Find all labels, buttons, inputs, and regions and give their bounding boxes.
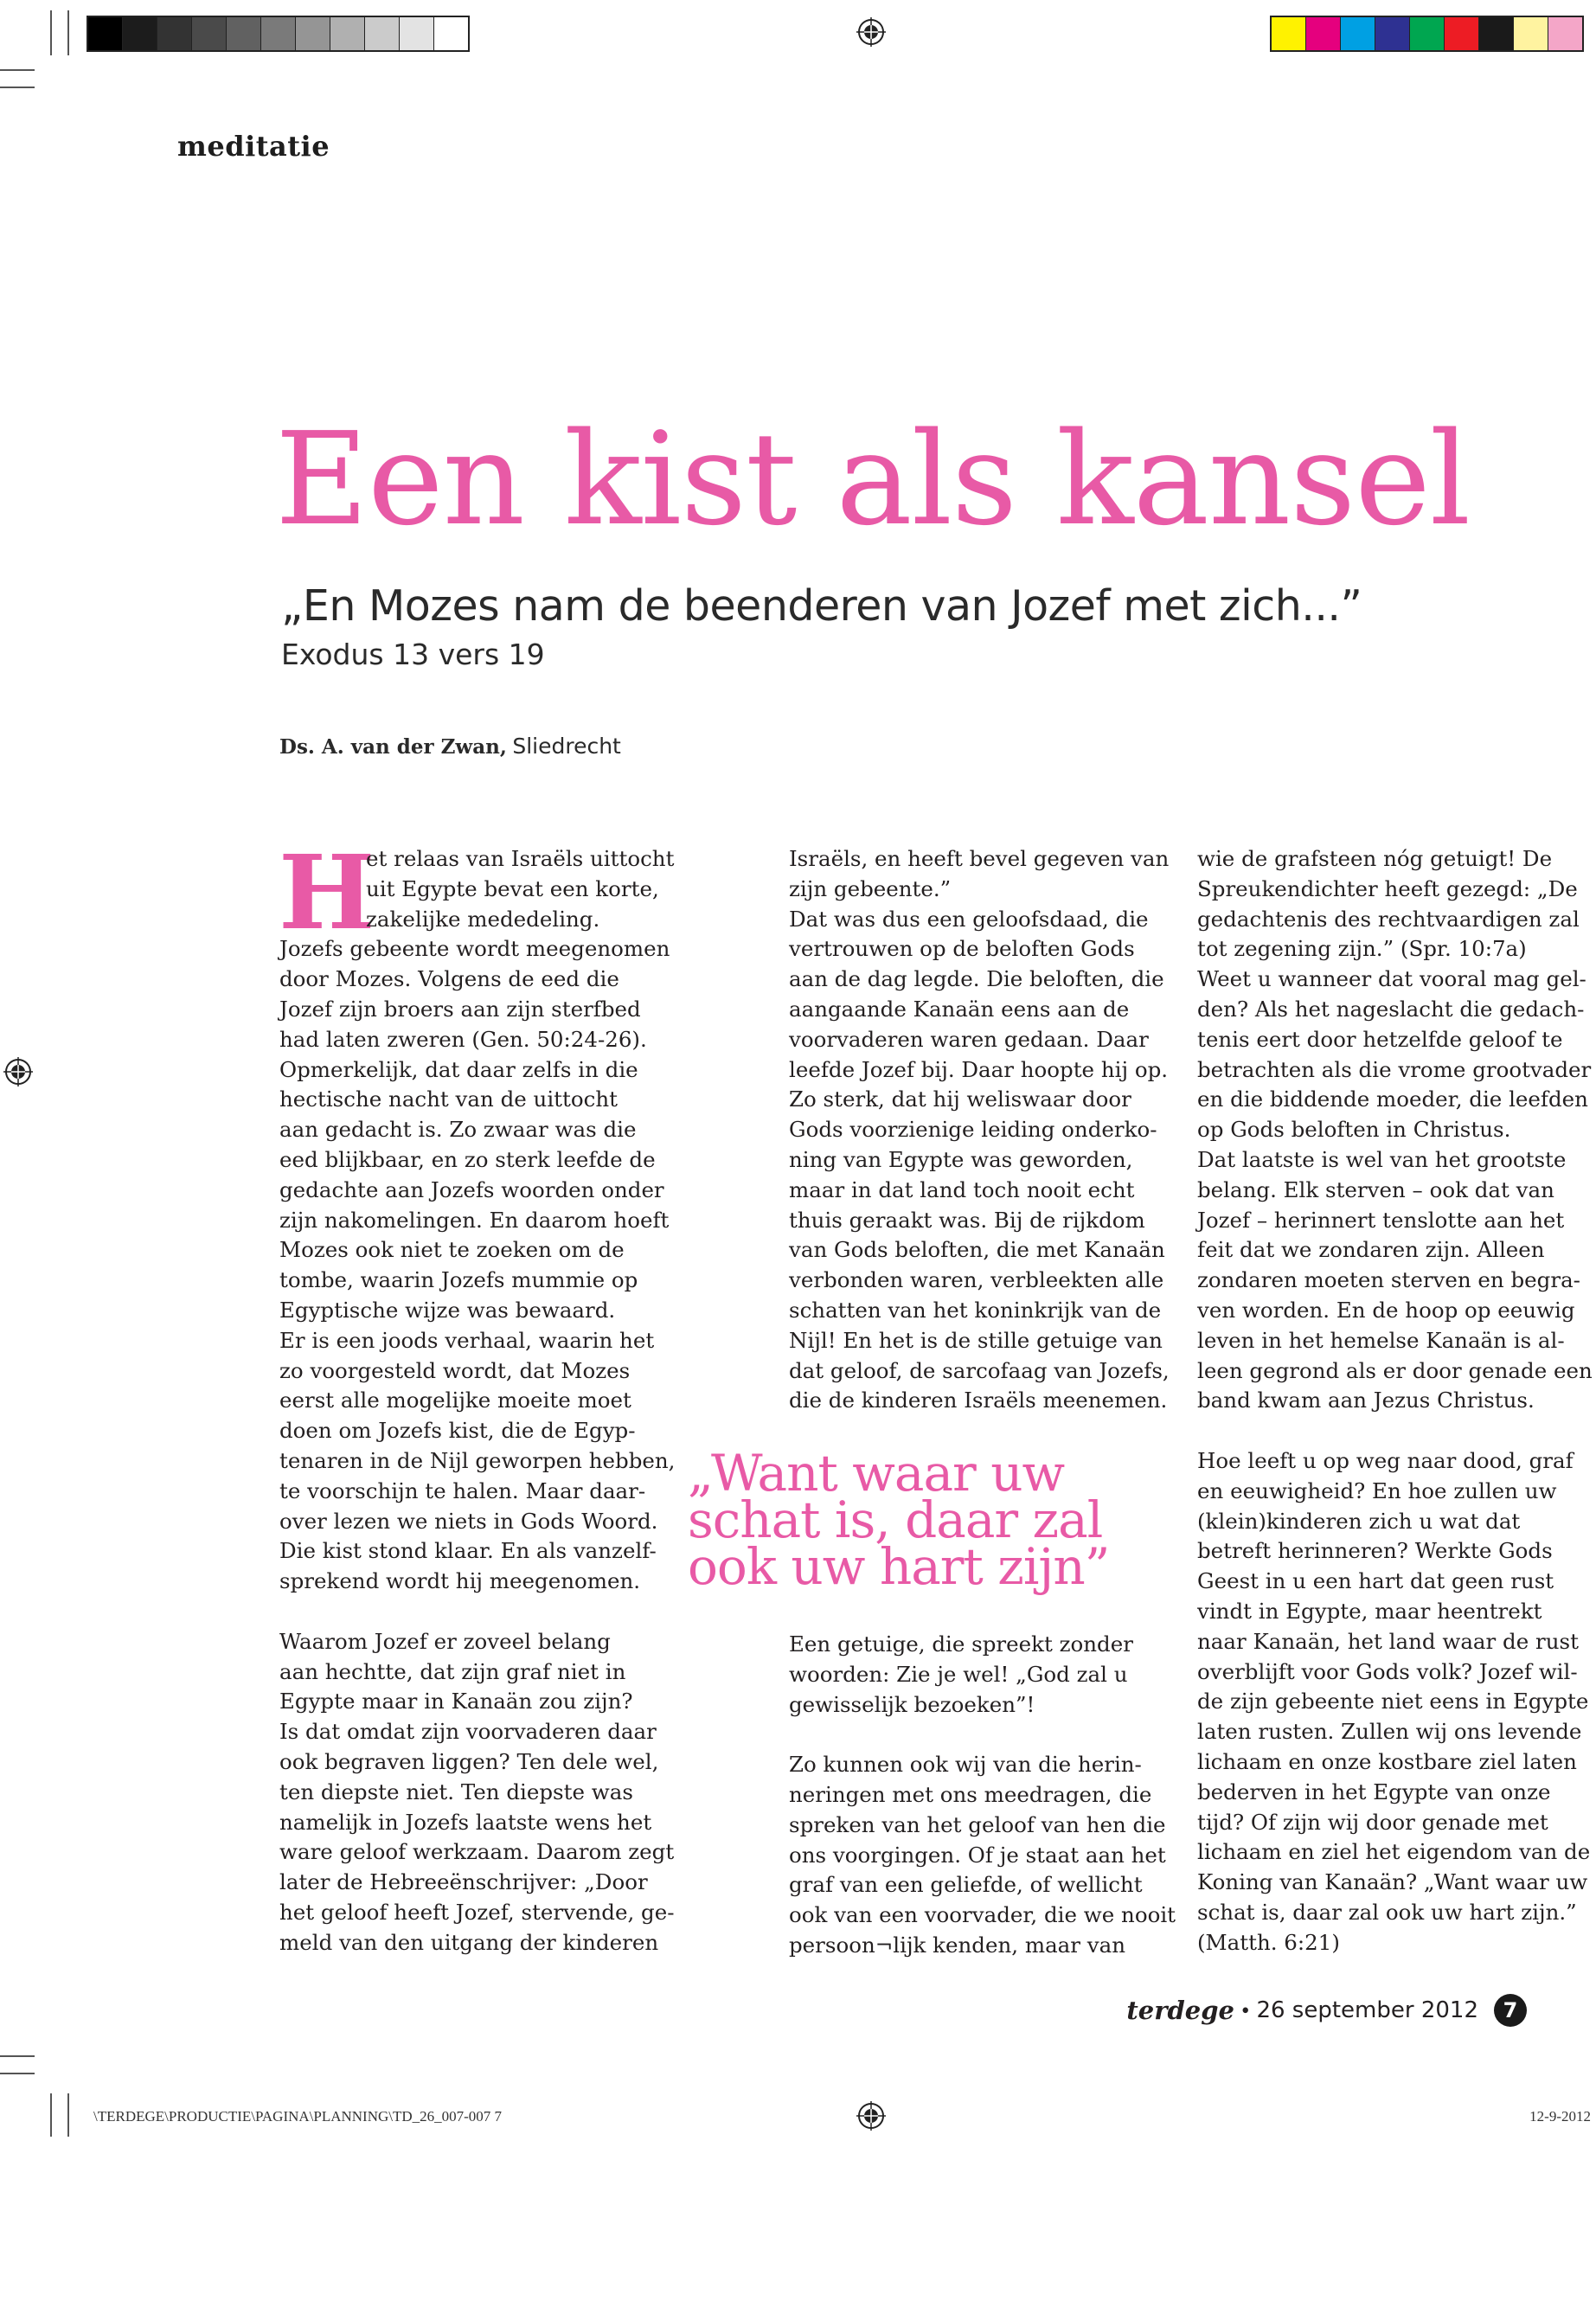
text-line: Jozef – herinnert tenslotte aan het bbox=[1197, 1207, 1565, 1233]
text-line: belang. Elk sterven – ook dat van bbox=[1197, 1176, 1554, 1202]
text-line: betrachten als die vrome grootvader bbox=[1197, 1056, 1592, 1082]
text-line: Geest in u een hart dat geen rust bbox=[1197, 1568, 1554, 1594]
page-number: 7 bbox=[1494, 1994, 1527, 2027]
text-line: den? Als het nageslacht die gedach- bbox=[1197, 996, 1585, 1022]
pull-quote bbox=[688, 1444, 1110, 1596]
color-swatch bbox=[400, 17, 434, 50]
text-column-1 bbox=[279, 832, 676, 1958]
text-line: „Want waar uw bbox=[688, 1444, 1065, 1503]
text-line: eerst alle mogelijke moeite moet bbox=[279, 1388, 631, 1413]
text-line: leven in het hemelse Kanaän is al- bbox=[1197, 1327, 1565, 1353]
color-swatch bbox=[434, 17, 468, 50]
text-line: vertrouwen op de beloften Gods bbox=[789, 936, 1135, 962]
text-line: leefde Jozef bij. Daar hoopte hij op. bbox=[789, 1056, 1169, 1082]
text-line: verbonden waren, verbleekten alle bbox=[789, 1267, 1164, 1293]
text-line: schat is, daar zal bbox=[688, 1490, 1103, 1549]
color-swatch bbox=[296, 17, 330, 50]
color-swatch bbox=[227, 17, 261, 50]
text-line: ven worden. En de hoop op eeuwig bbox=[1197, 1297, 1575, 1323]
text-line: zijn gebeente.” bbox=[789, 875, 952, 901]
text-line: hectische nacht van de uittocht bbox=[279, 1086, 618, 1112]
text-line: Israëls, en heeft bevel gegeven van bbox=[789, 846, 1170, 871]
text-line: zondaren moeten sterven en begra- bbox=[1197, 1267, 1580, 1293]
text-line: zijn nakomelingen. En daarom hoeft bbox=[279, 1207, 670, 1233]
text-line: Spreukendichter heeft gezegd: „De bbox=[1197, 875, 1578, 901]
text-line: ook begraven liggen? Ten dele wel, bbox=[279, 1748, 659, 1774]
color-swatch bbox=[1514, 17, 1548, 50]
text-line: Is dat omdat zijn voorvaderen daar bbox=[279, 1719, 657, 1745]
text-line: het geloof heeft Jozef, stervende, ge- bbox=[279, 1899, 675, 1925]
text-line: naar Kanaän, het land waar de rust bbox=[1197, 1628, 1579, 1654]
text-line: Dat was dus een geloofsdaad, die bbox=[789, 906, 1149, 932]
text-line: sprekend wordt hij meegenomen. bbox=[279, 1568, 641, 1594]
page-footer bbox=[1126, 1991, 1527, 2029]
text-line: ook van een voorvader, die we nooit bbox=[789, 1902, 1176, 1928]
section-label: meditatie bbox=[177, 130, 330, 163]
color-swatch bbox=[1479, 17, 1514, 50]
text-line: Een getuige, die spreekt zonder bbox=[789, 1631, 1133, 1657]
text-line: aan gedacht is. Zo zwaar was die bbox=[279, 1117, 637, 1143]
registration-mark-icon bbox=[3, 1057, 33, 1086]
text-line: ten diepste niet. Ten diepste was bbox=[279, 1779, 633, 1804]
text-line: Zo sterk, dat hij weliswaar door bbox=[789, 1086, 1131, 1112]
text-line: ook uw hart zijn” bbox=[688, 1537, 1110, 1596]
text-line: ware geloof werkzaam. Daarom zegt bbox=[279, 1839, 675, 1865]
text-line: eed blijkbaar, en zo sterk leefde de bbox=[279, 1146, 656, 1172]
text-line: namelijk in Jozefs laatste wens het bbox=[279, 1809, 652, 1835]
color-swatch bbox=[365, 17, 400, 50]
text-line: lichaam en onze kostbare ziel laten bbox=[1197, 1748, 1577, 1774]
paragraph-gap bbox=[1197, 1416, 1593, 1446]
crop-mark bbox=[67, 10, 69, 55]
text-line: Nijl! En het is de stille getuige van bbox=[789, 1327, 1163, 1353]
text-line: band kwam aan Jezus Christus. bbox=[1197, 1388, 1535, 1413]
footer-separator: • bbox=[1241, 1997, 1250, 2023]
text-line: gedachtenis des rechtvaardigen zal bbox=[1197, 906, 1580, 932]
text-line: voorvaderen waren gedaan. Daar bbox=[789, 1026, 1149, 1052]
text-line: woorden: Zie je wel! „God zal u bbox=[789, 1661, 1128, 1687]
color-swatch bbox=[1341, 17, 1375, 50]
text-line: spreken van het geloof van hen die bbox=[789, 1811, 1166, 1837]
text-line: betreft herinneren? Werkte Gods bbox=[1197, 1538, 1553, 1564]
grey-calibration-bar bbox=[87, 16, 470, 52]
text-line: doen om Jozefs kist, die de Egyp- bbox=[279, 1418, 636, 1444]
paragraph-gap bbox=[789, 1720, 1176, 1750]
drop-cap: H bbox=[279, 832, 375, 952]
text-line: tenis eert door hetzelfde geloof te bbox=[1197, 1026, 1563, 1052]
text-line: overblijft voor Gods volk? Jozef wil- bbox=[1197, 1658, 1578, 1684]
text-line: Koning van Kanaän? „Want waar uw bbox=[1197, 1869, 1588, 1895]
color-swatch bbox=[192, 17, 227, 50]
text-line: wie de grafsteen nóg getuigt! De bbox=[1197, 846, 1553, 871]
text-line: schat is, daar zal ook uw hart zijn.” bbox=[1197, 1899, 1577, 1925]
author-location: Sliedrecht bbox=[512, 734, 621, 759]
text-line: die de kinderen Israëls meenemen. bbox=[789, 1388, 1168, 1413]
text-line: Egyptische wijze was bewaard. bbox=[279, 1297, 616, 1323]
color-swatch bbox=[88, 17, 123, 50]
text-line: (Matth. 6:21) bbox=[1197, 1929, 1340, 1955]
text-line: neringen met ons meedragen, die bbox=[789, 1781, 1152, 1807]
text-column-3 bbox=[1197, 844, 1593, 1958]
text-line: zo voorgesteld wordt, dat Mozes bbox=[279, 1357, 631, 1383]
text-line: aan de dag legde. Die beloften, die bbox=[789, 966, 1164, 992]
magazine-name: terdege bbox=[1126, 1996, 1234, 2025]
text-line: aan hechtte, dat zijn graf niet in bbox=[279, 1658, 626, 1684]
print-slug-path: \TERDEGE\PRODUCTIE\PAGINA\PLANNING\TD_26_007-007 7 bbox=[93, 2108, 503, 2125]
crop-mark bbox=[0, 2055, 35, 2057]
bible-reference: Exodus 13 vers 19 bbox=[281, 638, 545, 671]
text-line: maar in dat land toch nooit echt bbox=[789, 1176, 1135, 1202]
registration-mark-icon bbox=[856, 2101, 886, 2131]
text-line: Egypte maar in Kanaän zou zijn? bbox=[279, 1689, 633, 1715]
text-line: graf van een geliefde, of wellicht bbox=[789, 1872, 1143, 1898]
color-swatch bbox=[1548, 17, 1582, 50]
text-line: zakelijke mededeling. bbox=[366, 906, 600, 932]
text-line: Gods voorzienige leiding onderko- bbox=[789, 1117, 1157, 1143]
crop-mark bbox=[67, 2093, 69, 2137]
text-line: laten rusten. Zullen wij ons levende bbox=[1197, 1719, 1582, 1745]
author-line bbox=[279, 734, 621, 760]
text-line: tenaren in de Nijl geworpen hebben, bbox=[279, 1447, 676, 1473]
text-line: tijd? Of zijn wij door genade met bbox=[1197, 1809, 1548, 1835]
text-line: had laten zweren (Gen. 50:24-26). bbox=[279, 1026, 647, 1052]
color-swatch bbox=[1375, 17, 1410, 50]
color-swatch bbox=[123, 17, 157, 50]
text-line: persoon¬lijk kenden, maar van bbox=[789, 1932, 1126, 1958]
color-swatch bbox=[1306, 17, 1341, 50]
text-line: op Gods beloften in Christus. bbox=[1197, 1117, 1511, 1143]
paragraph-gap bbox=[279, 1597, 675, 1627]
text-line: Dat laatste is wel van het grootste bbox=[1197, 1146, 1567, 1172]
text-line: Waarom Jozef er zoveel belang bbox=[279, 1628, 611, 1654]
text-line: et relaas van Israëls uittocht bbox=[366, 846, 675, 871]
text-line: Opmerkelijk, dat daar zelfs in die bbox=[279, 1056, 638, 1082]
color-swatch bbox=[330, 17, 365, 50]
text-line: thuis geraakt was. Bij de rijkdom bbox=[789, 1207, 1145, 1233]
text-line: (klein)kinderen zich u wat dat bbox=[1197, 1508, 1521, 1534]
text-column-2-top bbox=[789, 844, 1170, 1416]
text-line: lichaam en ziel het eigendom van de bbox=[1197, 1839, 1591, 1865]
text-line: ning van Egypte was geworden, bbox=[789, 1146, 1133, 1172]
text-line: tot zegening zijn.” (Spr. 10:7a) bbox=[1197, 936, 1527, 962]
text-line: ons voorgingen. Of je staat aan het bbox=[789, 1842, 1166, 1868]
text-line: Die kist stond klaar. En als vanzelf- bbox=[279, 1538, 657, 1564]
text-line: leen gegrond als er door genade een bbox=[1197, 1357, 1593, 1383]
text-line: later de Hebreeënschrijver: „Door bbox=[279, 1869, 648, 1895]
text-line: bederven in het Egypte van onze bbox=[1197, 1779, 1551, 1804]
text-line: Hoe leeft u op weg naar dood, graf bbox=[1197, 1447, 1574, 1473]
text-line: meld van den uitgang der kinderen bbox=[279, 1929, 659, 1955]
text-line: te voorschijn te halen. Maar daar- bbox=[279, 1477, 646, 1503]
page-title: Een kist als kansel bbox=[275, 405, 1471, 554]
color-swatch bbox=[1445, 17, 1479, 50]
color-calibration-bar bbox=[1270, 16, 1584, 52]
text-line: over lezen we niets in Gods Woord. bbox=[279, 1508, 658, 1534]
text-line: Jozefs gebeente wordt meegenomen bbox=[279, 936, 670, 962]
text-line: feit dat we zondaren zijn. Alleen bbox=[1197, 1237, 1545, 1263]
crop-mark bbox=[50, 10, 52, 55]
bible-quote: „En Mozes nam de beenderen van Jozef met zich...” bbox=[281, 581, 1362, 631]
text-line: en die biddende moeder, die leefden bbox=[1197, 1086, 1588, 1112]
text-line: door Mozes. Volgens de eed die bbox=[279, 966, 619, 992]
color-swatch bbox=[1410, 17, 1445, 50]
text-line: dat geloof, de sarcofaag van Jozefs, bbox=[789, 1357, 1170, 1383]
crop-mark bbox=[0, 87, 35, 88]
color-swatch bbox=[157, 17, 192, 50]
text-line: tombe, waarin Jozefs mummie op bbox=[279, 1267, 638, 1293]
text-line: Mozes ook niet te zoeken om de bbox=[279, 1237, 625, 1263]
color-swatch bbox=[1272, 17, 1306, 50]
text-line: Jozef zijn broers aan zijn sterfbed bbox=[279, 996, 641, 1022]
color-swatch bbox=[261, 17, 296, 50]
print-slug-date: 12-9-2012 bbox=[1529, 2108, 1591, 2125]
text-line: gedachte aan Jozefs woorden onder bbox=[279, 1176, 664, 1202]
text-line: schatten van het koninkrijk van de bbox=[789, 1297, 1162, 1323]
text-line: van Gods beloften, die met Kanaän bbox=[789, 1237, 1165, 1263]
text-line: Weet u wanneer dat vooral mag gel- bbox=[1197, 966, 1586, 992]
text-line: Zo kunnen ook wij van die herin- bbox=[789, 1752, 1142, 1778]
text-line: de zijn gebeente niet eens in Egypte bbox=[1197, 1689, 1589, 1715]
crop-mark bbox=[50, 2093, 52, 2137]
author-name: Ds. A. van der Zwan, bbox=[279, 735, 507, 759]
text-column-2-bottom bbox=[789, 1630, 1176, 1961]
text-line: gewisselijk bezoeken”! bbox=[789, 1691, 1035, 1717]
issue-date: 26 september 2012 bbox=[1256, 1997, 1478, 2023]
text-line: aangaande Kanaän eens aan de bbox=[789, 996, 1130, 1022]
crop-mark bbox=[0, 2073, 35, 2074]
text-line: uit Egypte bevat een korte, bbox=[366, 875, 659, 901]
text-line: Er is een joods verhaal, waarin het bbox=[279, 1327, 655, 1353]
text-line: en eeuwigheid? En hoe zullen uw bbox=[1197, 1477, 1557, 1503]
text-line: vindt in Egypte, maar heentrekt bbox=[1197, 1598, 1542, 1624]
registration-mark-icon bbox=[856, 17, 886, 47]
crop-mark bbox=[0, 69, 35, 71]
